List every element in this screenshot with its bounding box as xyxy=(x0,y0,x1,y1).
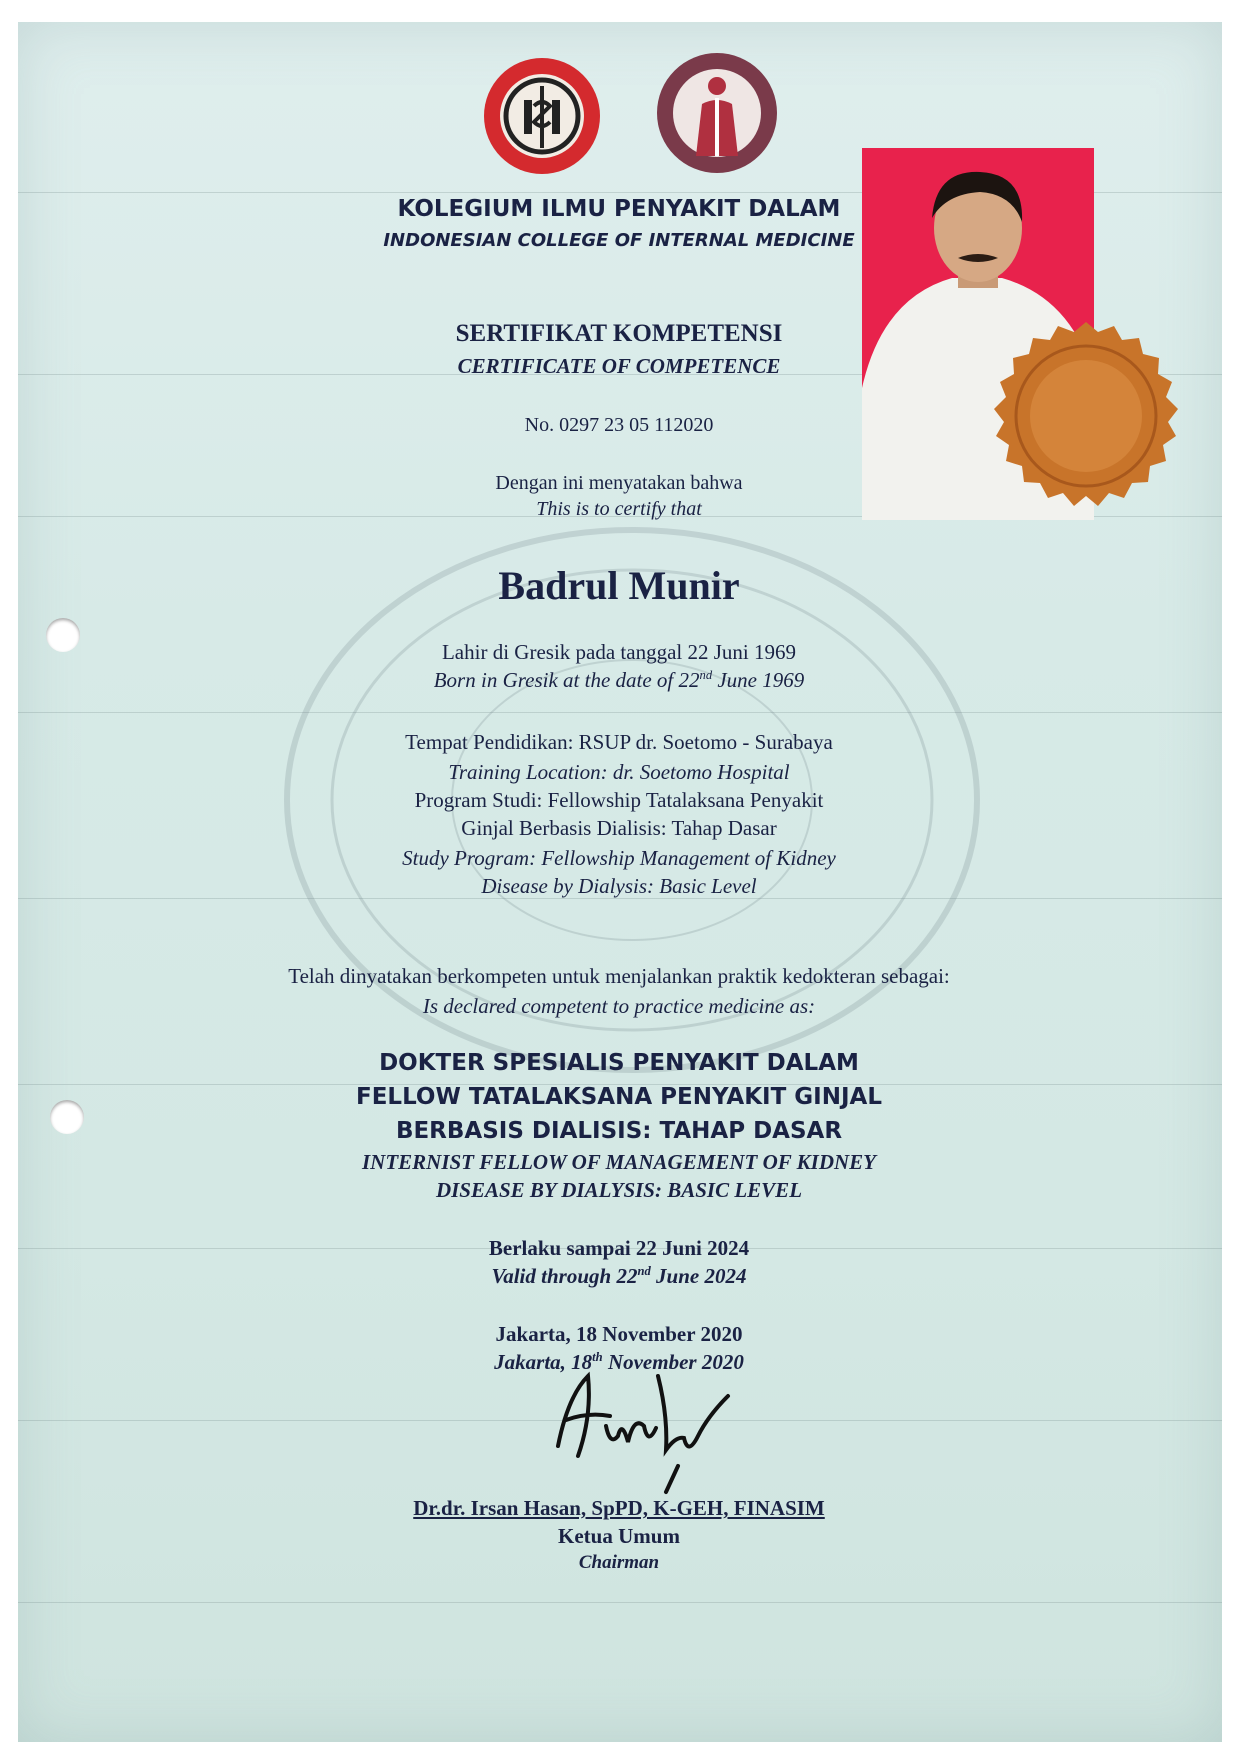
birth-id: Lahir di Gresik pada tanggal 22 Juni 1969 xyxy=(441,640,796,664)
qualification-line-en-1: INTERNIST FELLOW OF MANAGEMENT OF KIDNEY xyxy=(361,1150,877,1174)
institution-name-id: KOLEGIUM ILMU PENYAKIT DALAM xyxy=(397,196,841,222)
training-location-id: Tempat Pendidikan: RSUP dr. Soetomo - Surabaya xyxy=(405,730,833,754)
validity-id: Berlaku sampai 22 Juni 2024 xyxy=(488,1236,750,1260)
study-program-id-1: Program Studi: Fellowship Tatalaksana Penyakit xyxy=(414,788,824,812)
fold-line xyxy=(18,1602,1222,1603)
training-location-en: Training Location: dr. Soetomo Hospital xyxy=(448,760,790,784)
recipient-name: Badrul Munir xyxy=(498,563,740,608)
qualification-line-2: FELLOW TATALAKSANA PENYAKIT GINJAL xyxy=(355,1084,882,1110)
signatory-role-en: Chairman xyxy=(578,1552,660,1573)
pappdi-logo-icon xyxy=(656,52,778,174)
issue-place-date-en: Jakarta, 18th November 2020 xyxy=(494,1350,744,1374)
issue-place-date-id: Jakarta, 18 November 2020 xyxy=(495,1322,743,1346)
institution-name-en: INDONESIAN COLLEGE OF INTERNAL MEDICINE xyxy=(383,230,855,251)
signature-icon xyxy=(548,1356,748,1496)
certificate-number: No. 0297 23 05 112020 xyxy=(524,414,714,436)
birth-en: Born in Gresik at the date of 22nd June 1969 xyxy=(433,668,805,692)
certificate-title-id: SERTIFIKAT KOMPETENSI xyxy=(455,320,783,347)
signatory-name: Dr.dr. Irsan Hasan, SpPD, K-GEH, FINASIM xyxy=(413,1496,825,1520)
declaration-id: Telah dinyatakan berkompeten untuk menjalankan praktik kedokteran sebagai: xyxy=(288,964,950,988)
qualification-line-3: BERBASIS DIALISIS: TAHAP DASAR xyxy=(395,1118,843,1144)
certificate-title-en: CERTIFICATE OF COMPETENCE xyxy=(457,354,781,378)
signatory-role-id: Ketua Umum xyxy=(558,1524,680,1548)
study-program-id-2: Ginjal Berbasis Dialisis: Tahap Dasar xyxy=(461,816,777,840)
qualification-line-en-2: DISEASE BY DIALYSIS: BASIC LEVEL xyxy=(435,1178,803,1202)
qualification-line-1: DOKTER SPESIALIS PENYAKIT DALAM xyxy=(379,1050,859,1076)
declaration-en: Is declared competent to practice medicine as: xyxy=(422,994,816,1018)
intro-id: Dengan ini menyatakan bahwa xyxy=(495,472,743,494)
study-program-en-2: Disease by Dialysis: Basic Level xyxy=(481,874,757,898)
idi-logo-icon xyxy=(482,56,602,176)
validity-en: Valid through 22nd June 2024 xyxy=(491,1264,747,1288)
intro-en: This is to certify that xyxy=(536,498,702,520)
study-program-en-1: Study Program: Fellowship Management of Kidney xyxy=(402,846,836,870)
